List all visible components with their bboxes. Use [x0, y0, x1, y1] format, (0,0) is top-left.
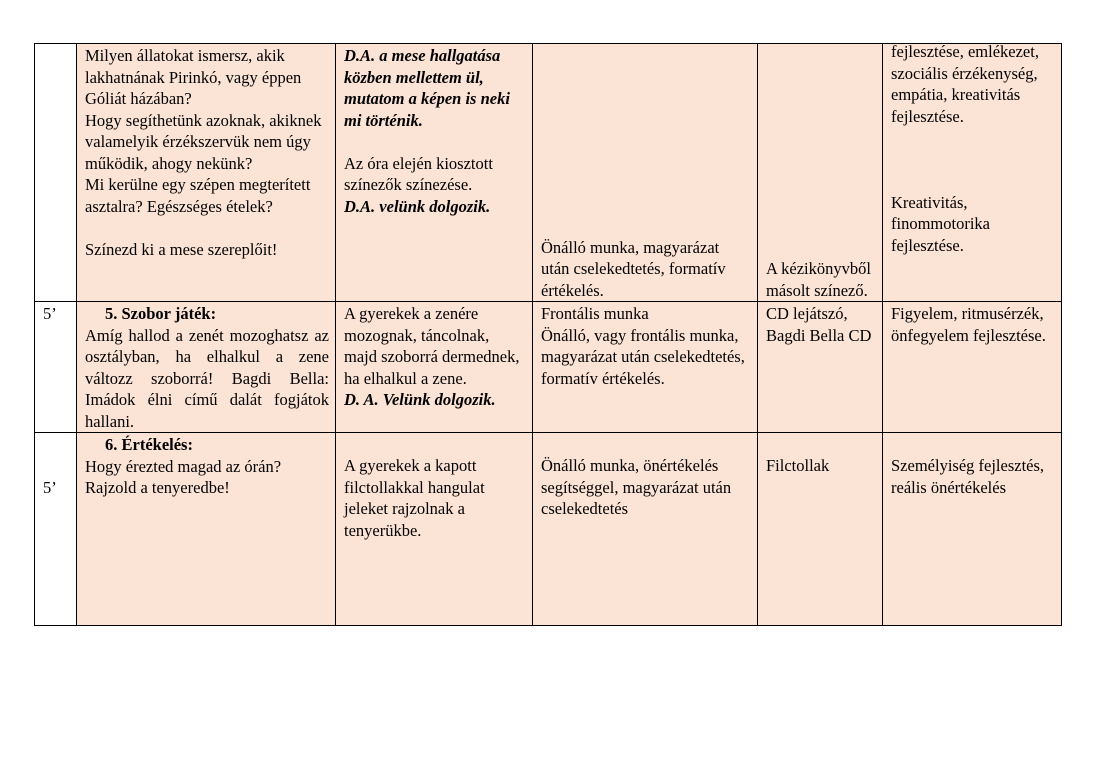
children-activity-text: Az óra elején kiosztott színezők színezése.	[344, 153, 493, 194]
goals-cell	[883, 433, 1062, 626]
time-cell	[35, 433, 77, 626]
goals-text: fejlesztése, emlékezet, szociális érzékenység, empátia, kreativitás fejlesztése.	[891, 43, 1039, 126]
activity-heading: 5. Szobor játék:	[105, 304, 217, 323]
time-cell	[35, 44, 77, 302]
children-activity-cell	[336, 44, 533, 302]
children-activity-cell	[336, 433, 533, 626]
method-text: Önálló, vagy frontális munka, magyarázat után cselekedtetés, formatív értékelés.	[541, 325, 745, 388]
table-row	[35, 44, 1062, 302]
activity-question: Mi kerülne egy szépen megterített asztalra? Egészséges ételek?	[85, 175, 311, 216]
tools-cell	[758, 302, 883, 433]
children-activity-text: A gyerekek a kapott filctollakkal hangulat jeleket rajzolnak a tenyerükbe.	[344, 456, 485, 540]
goals-text: Személyiség fejlesztés, reális önértékelés	[891, 456, 1045, 497]
activity-heading: 6. Értékelés:	[105, 435, 193, 454]
activity-question: Hogy segíthetünk azoknak, akiknek valamelyik érzékszervük nem úgy működik, ahogy nekünk?	[85, 110, 322, 173]
da-note: D.A. velünk dolgozik.	[344, 196, 491, 216]
tools-cell	[758, 433, 883, 626]
table-row	[35, 433, 1062, 626]
activity-cell	[77, 302, 336, 433]
method-cell	[533, 302, 758, 433]
activity-instruction: Színezd ki a mese szereplőit!	[85, 239, 278, 259]
tools-text: A kézikönyvből másolt színező.	[766, 259, 871, 300]
children-activity-text: A gyerekek a zenére mozognak, táncolnak, majd szoborrá dermednek, ha elhalkul a zene.	[344, 304, 520, 388]
goals-cell	[883, 302, 1062, 433]
method-text: Önálló munka, magyarázat után cselekedtetés, formatív értékelés.	[541, 237, 726, 300]
method-text: Önálló munka, önértékelés segítséggel, magyarázat után cselekedtetés	[541, 456, 732, 518]
time-cell: 5’	[35, 302, 77, 433]
activity-text: Hogy érezted magad az órán? Rajzold a tenyeredbe!	[85, 456, 282, 497]
da-note: D. A. Velünk dolgozik.	[344, 390, 496, 409]
method-text: Frontális munka	[541, 304, 649, 323]
goals-text: Kreativitás, finommotorika fejlesztése.	[891, 192, 990, 255]
da-note: D.A. a mese hallgatása közben mellettem ül, mutatom a képen is neki mi történik.	[344, 46, 510, 130]
tools-cell	[758, 44, 883, 302]
activity-text: Amíg hallod a zenét mozoghatsz az osztályban, ha elhalkul a zene változz szoborrá! Bagdi Bella: Imádok élni című dalát fogjátok hallani.	[85, 325, 329, 431]
time-value: 5’	[43, 478, 57, 497]
goals-cell	[883, 44, 1062, 302]
method-cell	[533, 433, 758, 626]
tools-text: Filctollak	[766, 456, 830, 475]
table-row	[35, 302, 1062, 433]
activity-cell	[77, 433, 336, 626]
lesson-plan-table	[34, 43, 1062, 626]
activity-question: Milyen állatokat ismersz, akik lakhatnának Pirinkó, vagy éppen Góliát házában?	[85, 46, 302, 108]
children-activity-cell	[336, 302, 533, 433]
method-cell	[533, 44, 758, 302]
goals-text: Figyelem, ritmusérzék, önfegyelem fejlesztése.	[891, 304, 1046, 345]
activity-cell	[77, 44, 336, 302]
tools-text: CD lejátszó, Bagdi Bella CD	[766, 304, 872, 345]
